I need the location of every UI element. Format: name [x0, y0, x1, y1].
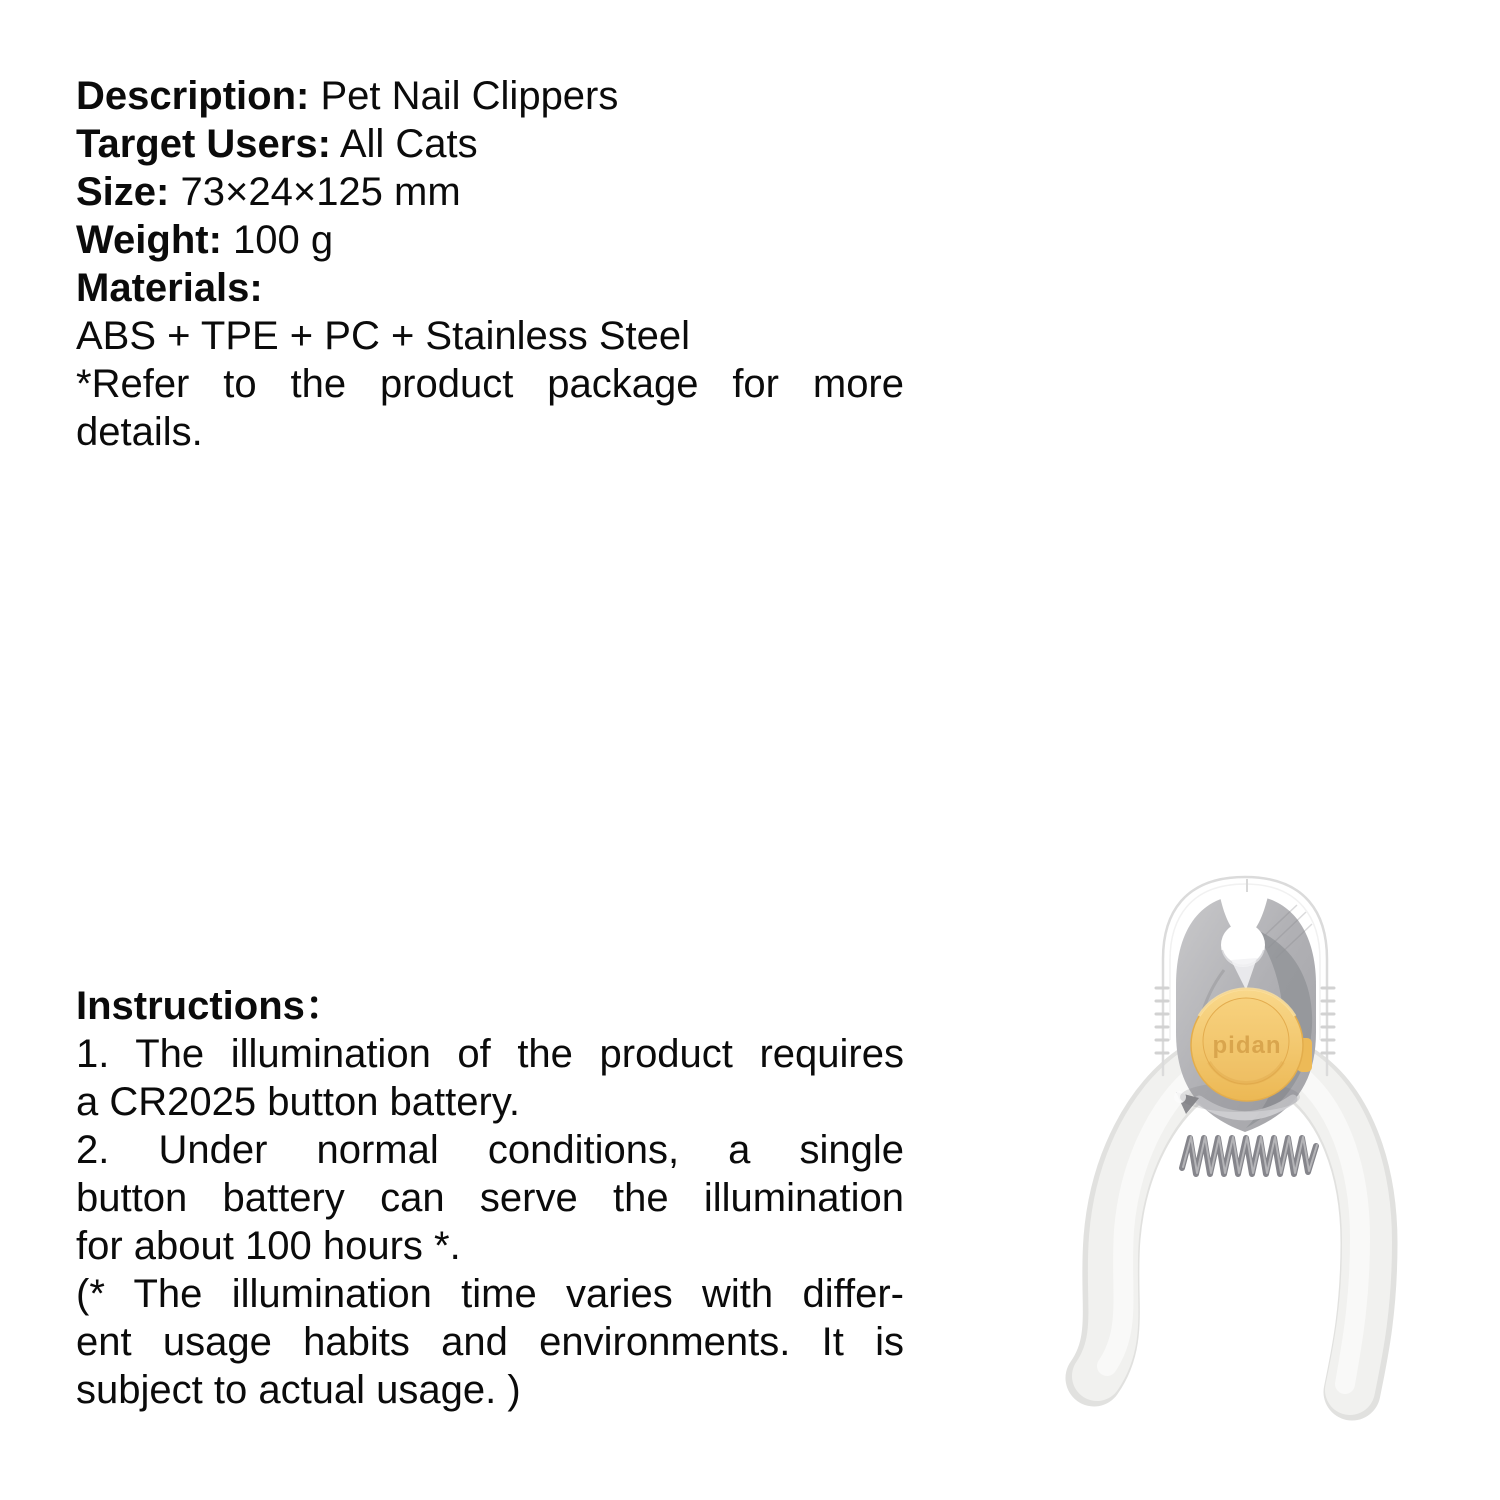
nail-clippers-illustration: [1030, 855, 1410, 1430]
spec-label: Weight:: [76, 218, 222, 262]
spec-value: Pet Nail Clippers: [320, 74, 619, 118]
spec-value: 100 g: [233, 218, 334, 262]
instruction-line: 1. The illumination of the product requires: [76, 1032, 904, 1076]
instruction-line: ent usage habits and environments. It is: [76, 1320, 904, 1364]
spec-line: [76, 360, 904, 408]
brand-text: pidan: [1212, 1032, 1282, 1059]
spec-line: [76, 216, 904, 264]
instruction-line: a CR2025 button battery.: [76, 1080, 520, 1124]
spec-value: All Cats: [339, 122, 478, 166]
product-image: [1030, 855, 1410, 1430]
instruction-line: 2. Under normal conditions, a single: [76, 1128, 904, 1172]
spec-value: *Refer to the product package for more: [76, 362, 904, 406]
instruction-line: (* The illumination time varies with differ-: [76, 1272, 904, 1316]
spec-line: [76, 168, 904, 216]
spec-line: [76, 312, 904, 360]
spec-line: [76, 408, 904, 456]
spec-label: Materials:: [76, 266, 263, 310]
spec-value: details.: [76, 410, 203, 454]
instruction-line: for about 100 hours *.: [76, 1224, 461, 1268]
spec-line: [76, 120, 904, 168]
spec-value: ABS + TPE + PC + Stainless Steel: [76, 314, 691, 358]
spring-coil: [1182, 1137, 1317, 1174]
handle-right: [1289, 1068, 1369, 1392]
instruction-line: button battery can serve the illumination: [76, 1176, 904, 1220]
instructions-block: [76, 982, 904, 1414]
spec-value: 73×24×125 mm: [180, 170, 461, 214]
spec-label: Target Users:: [76, 122, 331, 166]
spec-label: Description:: [76, 74, 310, 118]
spec-line: [76, 72, 904, 120]
instructions-heading: Instructions：: [76, 984, 345, 1028]
spec-label: Size:: [76, 170, 170, 214]
spec-block: [76, 72, 904, 456]
spec-line: [76, 264, 904, 312]
instruction-line: subject to actual usage. ): [76, 1368, 521, 1412]
handle-left: [1094, 1067, 1205, 1378]
